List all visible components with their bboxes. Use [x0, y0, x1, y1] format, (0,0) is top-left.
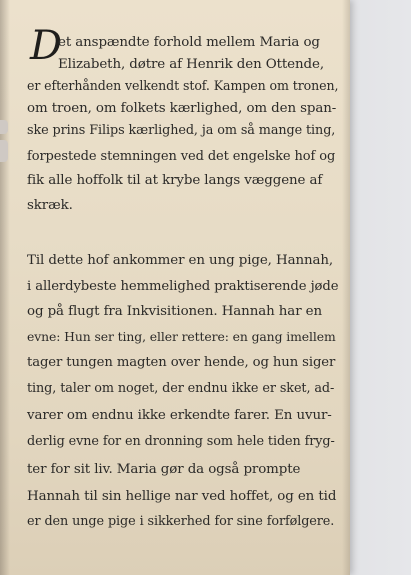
text-line: skræk.: [27, 198, 73, 213]
text-line: Elizabeth, døtre af Henrik den Ottende,: [58, 57, 324, 72]
text-line: er den unge pige i sikkerhed for sine forfølgere.: [27, 514, 335, 529]
text-line: ting, taler om noget, der endnu ikke er sket, ad-: [27, 381, 335, 396]
text-line: ske prins Filips kærlighed, ja om så mange ting,: [27, 123, 336, 138]
text-line: Hannah til sin hellige nar ved hoffet, og en tid: [27, 489, 337, 504]
text-line: er efterhånden velkendt stof. Kampen om tronen,: [27, 78, 339, 93]
text-line: Til dette hof ankommer en ung pige, Hannah,: [27, 253, 334, 268]
text-line: ter for sit liv. Maria gør da også prompte: [27, 462, 301, 477]
text-line: og på flugt fra Inkvisitionen. Hannah har en: [27, 304, 323, 319]
text-line: om troen, om folkets kærlighed, om den span-: [27, 101, 337, 116]
text-line: evne: Hun ser ting, eller rettere: en gang imellem: [27, 329, 336, 344]
text-line: varer om endnu ikke erkendte farer. En uvur-: [27, 408, 332, 423]
text-line: tager tungen magten over hende, og hun siger: [27, 355, 336, 370]
text-line: fik alle hoffolk til at krybe langs væggene af: [27, 173, 323, 188]
text-line: et anspændte forhold mellem Maria og: [58, 35, 320, 50]
text-line: forpestede stemningen ved det engelske hof og: [27, 149, 336, 164]
text-line: derlig evne for en dronning som hele tiden fryg-: [27, 434, 335, 449]
drop-cap: D: [30, 23, 63, 69]
text-line: i allerdybeste hemmelighed praktiserende jøde: [27, 279, 339, 294]
